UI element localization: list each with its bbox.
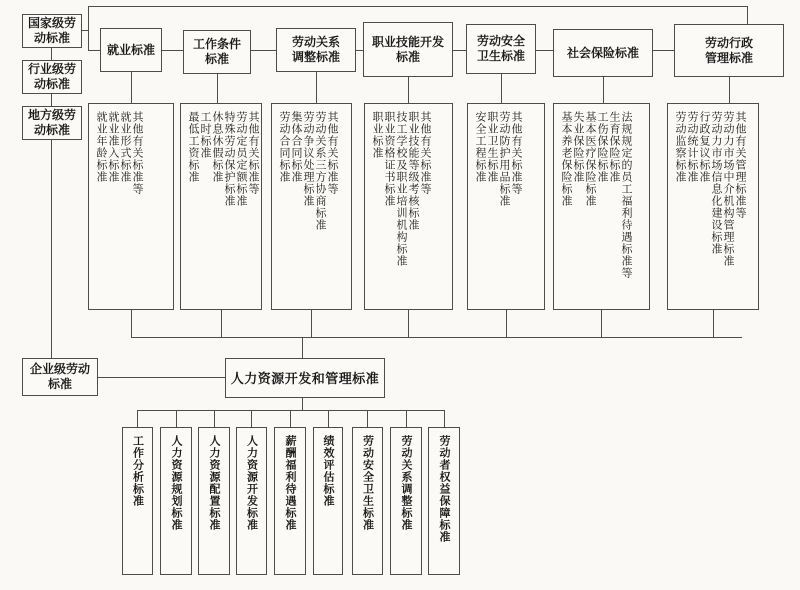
hr-item-box-8 [390, 427, 422, 575]
node-label: 人力资源开发和管理标准 [230, 370, 380, 386]
list-item: 就业准入标准 [107, 111, 119, 183]
connector-line [98, 377, 225, 378]
connector-line [251, 50, 276, 51]
connector-line [729, 77, 730, 103]
list-item: 职业标准 [371, 111, 383, 159]
list-item: 职业资格证书标准 [383, 111, 395, 207]
category-box-5 [466, 24, 536, 74]
list-item: 最低工资标准 [187, 111, 199, 183]
connector-line [302, 337, 303, 358]
node-industry-level [22, 60, 82, 94]
node-label: 劳动安全卫生标准 [476, 34, 525, 63]
connector-line [176, 410, 177, 427]
connector-line [137, 410, 445, 411]
category-list-4 [364, 103, 453, 310]
node-label: 社会保险标准 [566, 45, 639, 60]
connector-line [316, 72, 317, 103]
connector-line [251, 410, 252, 427]
hr-item-box-2 [160, 427, 192, 575]
node-label: 人力资源规划标准 [170, 435, 182, 531]
category-list-2 [180, 103, 262, 310]
node-label: 人力资源配置标准 [208, 435, 220, 531]
connector-line [356, 50, 363, 51]
hr-item-box-9 [428, 427, 460, 575]
connector-line [653, 50, 674, 51]
node-label: 劳动关系调整标准 [291, 35, 340, 64]
hr-item-box-4 [236, 427, 267, 575]
list-item: 其他有关标准等 [510, 111, 522, 195]
node-label: 企业级劳动标准 [29, 362, 90, 391]
connector-line [506, 310, 507, 337]
list-item: 劳动防护用品标准 [498, 111, 510, 207]
node-local-level [22, 106, 82, 140]
list-item: 劳动监察标准 [674, 111, 686, 183]
node-label: 职业技能开发标准 [371, 34, 444, 64]
list-item: 其他有关标准等 [419, 111, 431, 195]
connector-line [501, 74, 502, 103]
connector-line [601, 310, 602, 337]
node-national-level [22, 14, 82, 48]
connector-line [444, 410, 445, 427]
connector-line [408, 310, 409, 337]
category-box-6 [553, 29, 653, 77]
connector-line [453, 50, 466, 51]
list-item: 基本养老保险标准 [560, 111, 572, 207]
connector-line [367, 410, 368, 427]
connector-line [214, 410, 215, 427]
connector-line [88, 50, 101, 51]
connector-line [131, 337, 742, 338]
node-label: 就业标准 [106, 42, 155, 57]
list-item: 职业技能等级考核标准 [407, 111, 419, 231]
connector-line [290, 410, 291, 427]
category-list-5 [467, 103, 545, 310]
node-label: 地方级劳动标准 [28, 108, 77, 137]
list-item: 集体合同标准 [290, 111, 302, 183]
connector-line [536, 50, 553, 51]
node-label: 劳动关系调整标准 [400, 435, 412, 531]
node-label: 劳动行政管理标准 [704, 35, 753, 65]
list-item: 工伤保险标准 [596, 111, 608, 183]
list-item: 就业年龄标准 [95, 111, 107, 183]
connector-line [51, 140, 52, 358]
category-list-7 [667, 103, 759, 310]
node-label: 行业级劳动标准 [28, 62, 77, 91]
connector-line [51, 48, 52, 60]
hr-item-box-1 [122, 427, 153, 575]
connector-line [311, 310, 312, 337]
node-label: 工作分析标准 [131, 435, 144, 507]
connector-line [747, 6, 748, 24]
category-box-7 [674, 24, 784, 77]
list-item: 失业保险标准 [572, 111, 584, 183]
list-item: 行政复议标准 [698, 111, 710, 183]
list-item: 其他有关标准等 [247, 111, 259, 195]
node-label: 绩效评估标准 [322, 435, 334, 507]
connector-line [88, 6, 89, 50]
category-list-3 [271, 103, 352, 310]
connector-line [302, 398, 303, 410]
node-label: 国家级劳动标准 [28, 16, 77, 45]
list-item: 其他有关标准等 [326, 111, 338, 195]
connector-line [162, 50, 183, 51]
connector-line [408, 77, 409, 103]
list-item: 劳动统计标准 [686, 111, 698, 183]
connector-line [603, 77, 604, 103]
connector-line [82, 30, 89, 31]
list-item: 其他有关管理标准等 [734, 111, 746, 219]
node-hr-development-management [225, 358, 385, 398]
category-list-1 [88, 103, 174, 310]
list-item: 其他有关标准等 [131, 111, 143, 195]
connector-line [221, 310, 222, 337]
node-label: 人力资源开发标准 [245, 435, 258, 531]
connector-line [217, 74, 218, 103]
list-item: 劳动力市场信息化建设标准 [710, 111, 722, 255]
category-box-2 [183, 30, 251, 74]
category-list-6 [553, 103, 650, 310]
node-label: 工作条件标准 [192, 37, 241, 66]
hr-item-box-7 [352, 427, 383, 575]
list-item: 劳动争议处理标准 [302, 111, 314, 207]
list-item: 劳动合同标准 [278, 111, 290, 183]
hr-item-box-5 [274, 427, 306, 575]
list-item: 职业卫生标准 [486, 111, 498, 183]
category-box-3 [276, 28, 356, 72]
list-item: 劳动力市场中介机构管理标准 [722, 111, 734, 267]
category-box-4 [363, 22, 453, 77]
connector-line [51, 94, 52, 106]
connector-line [131, 72, 132, 103]
list-item: 特殊劳动保护标准 [223, 111, 235, 207]
connector-line [406, 410, 407, 427]
list-item: 基本医疗保险标准 [584, 111, 596, 207]
connector-line [713, 310, 714, 337]
list-item: 技工学校及职业培训机构标准 [395, 111, 407, 267]
node-enterprise-level [22, 358, 98, 396]
list-item: 劳动定员定额标准 [235, 111, 247, 207]
connector-line [131, 310, 132, 337]
connector-line [328, 410, 329, 427]
list-item: 安全工程标准 [474, 111, 486, 183]
list-item: 就业形式标准 [119, 111, 131, 183]
connector-line [88, 6, 747, 7]
list-item: 法规规定的员工福利待遇标准等 [620, 111, 632, 279]
category-box-1 [100, 28, 162, 72]
node-label: 薪酬福利待遇标准 [284, 435, 296, 531]
node-label: 劳动者权益保障标准 [438, 435, 450, 543]
hr-item-box-3 [198, 427, 230, 575]
list-item: 劳动关系三方协商标准 [314, 111, 326, 231]
hr-item-box-6 [313, 427, 343, 575]
list-item: 休息休假标准 [211, 111, 223, 183]
list-item: 工时标准 [199, 111, 211, 159]
connector-line [137, 410, 138, 427]
list-item: 生育保险标准 [608, 111, 620, 183]
node-label: 劳动安全卫生标准 [361, 435, 374, 531]
